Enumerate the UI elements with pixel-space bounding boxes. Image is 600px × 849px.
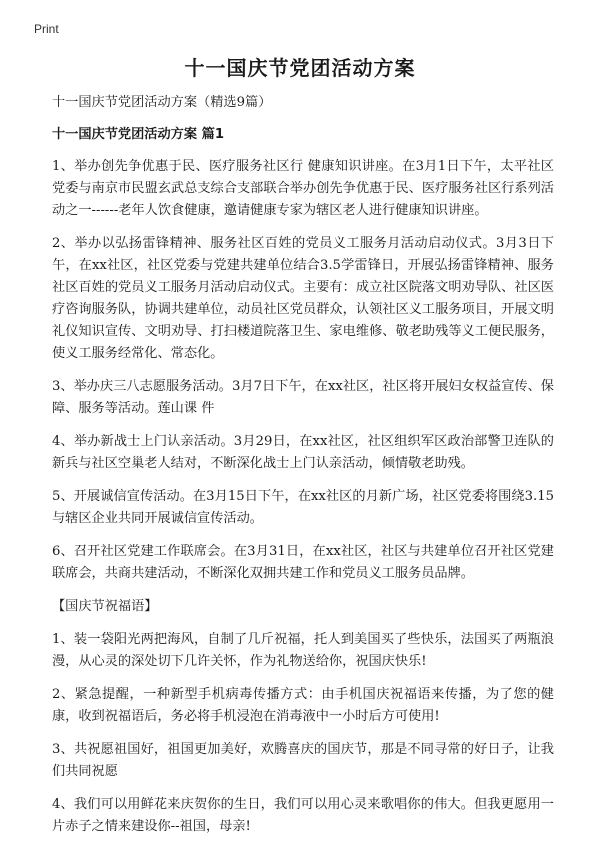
section-heading-1: 十一国庆节党团活动方案 篇1 [52, 127, 225, 142]
section-heading-greetings: 【国庆节祝福语】 [52, 599, 158, 614]
greeting-1: 1、装一袋阳光两把海风，自制了几斤祝福，托人到美国买了些快乐，法国买了两瓶浪漫，从心灵的深处切下几许关怀，作为礼物送给你，祝国庆快乐! [52, 632, 554, 669]
paragraph-1-4: 4、举办新战士上门认亲活动。3月29日，在xx社区，社区组织军区政治部警卫连队的新兵与社区空巢老人结对，不断深化战士上门认亲活动，倾情敬老助残。 [52, 434, 554, 471]
paragraph-1-5: 5、开展诚信宣传活动。在3月15日下午，在xx社区的月新广场，社区党委将围绕3.15与辖区企业共同开展诚信宣传活动。 [52, 489, 554, 526]
greeting-4: 4、我们可以用鲜花来庆贺你的生日，我们可以用心灵来歌唱你的伟大。但我更愿用一片赤子之情来建设你--祖国，母亲! [52, 797, 554, 834]
greeting-3: 3、共祝愿祖国好，祖国更加美好，欢腾喜庆的国庆节，那是不同寻常的好日子，让我们共同祝愿 [52, 742, 554, 779]
paragraph-1-1: 1、举办创先争优惠于民、医疗服务社区行 健康知识讲座。在3月1日下午，太平社区党委与南京市民盟玄武总支综合支部联合举办创先争优惠于民、医疗服务社区行系列活动之一------老年人饮食健康，邀请健康专家为辖区老人进行健康知识讲座。 [52, 159, 554, 218]
print-link[interactable]: Print [34, 22, 59, 36]
page-title: 十一国庆节党团活动方案 [184, 56, 416, 80]
document-body [52, 92, 554, 849]
paragraph-1-3: 3、举办庆三八志愿服务活动。3月7日下午，在xx社区，社区将开展妇女权益宣传、保障、服务等活动。莲山课 件 [52, 379, 554, 416]
paragraph-1-2: 2、举办以弘扬雷锋精神、服务社区百姓的党员义工服务月活动启动仪式。3月3日下午，在xx社区，社区党委与党建共建单位结合3.5学雷锋日，开展弘扬雷锋精神、服务社区百姓的党员义工服务月活动启动仪式。主要有：成立社区院落文明劝导队、社区医疗咨询服务队，协调共建单位，动员社区党员群众，认领社区义工服务项目，开展文明礼仪知识宣传、文明劝导、打扫楼道院落卫生、家电维修、敬老助残等义工便民服务，使义工服务经常化、常态化。 [52, 236, 554, 361]
greeting-2: 2、紧急提醒，一种新型手机病毒传播方式：由手机国庆祝福语来传播，为了您的健康，收到祝福语后，务必将手机浸泡在消毒液中一小时后方可使用! [52, 687, 554, 724]
document-subtitle: 十一国庆节党团活动方案（精选9篇） [52, 95, 272, 110]
paragraph-1-6: 6、召开社区党建工作联席会。在3月31日，在xx社区，社区与共建单位召开社区党建联席会，共商共建活动，不断深化双拥共建工作和党员义工服务员品牌。 [52, 544, 554, 581]
